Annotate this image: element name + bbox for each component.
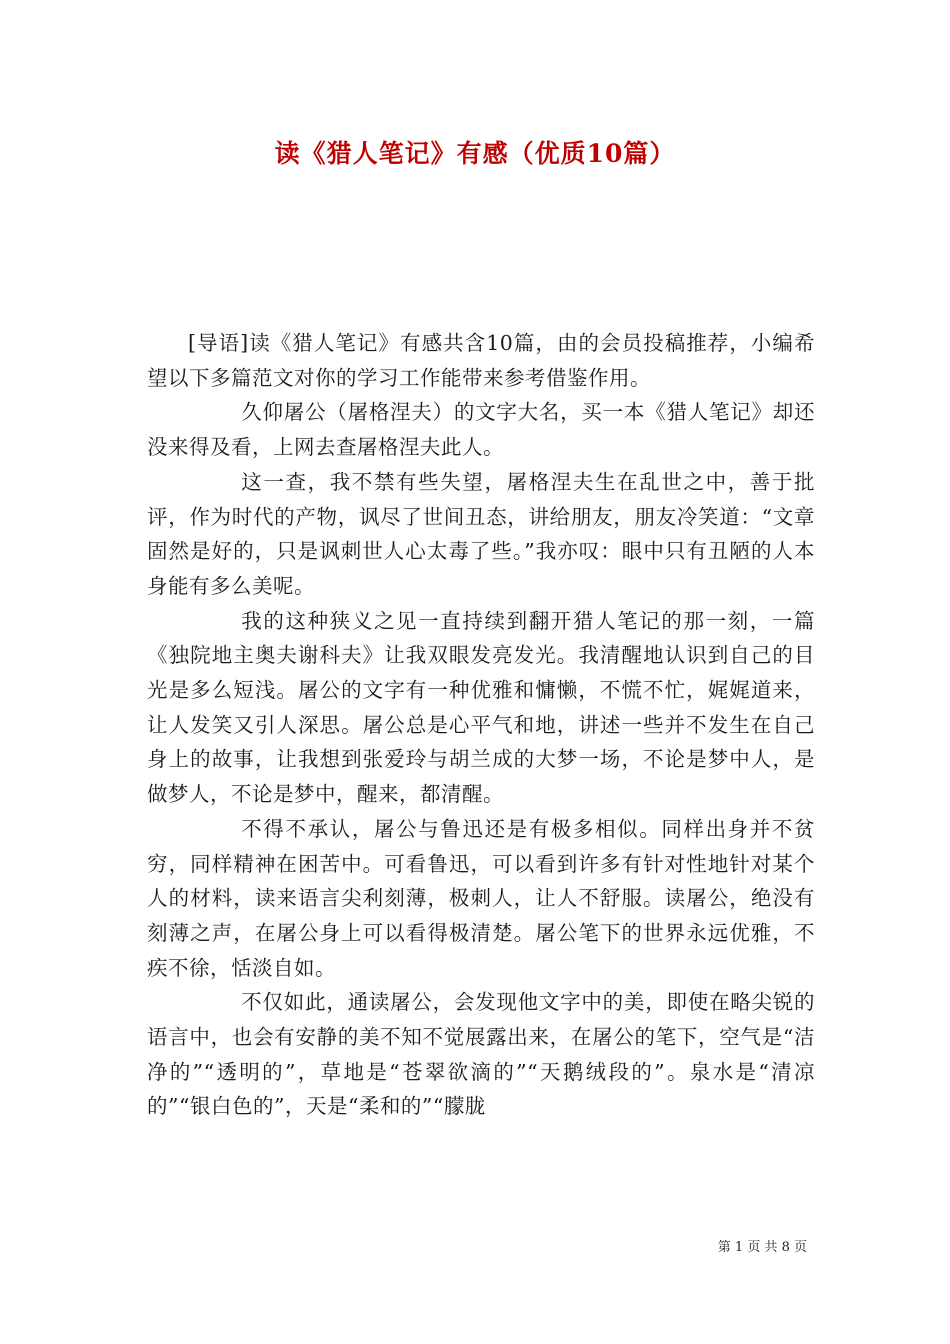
paragraph: 我的这种狭义之见一直持续到翻开猎人笔记的那一刻，一篇《独院地主奥夫谢科夫》让我双眼发亮发光。我清醒地认识到自己的目光是多么短浅。屠公的文字有一种优雅和慵懒，不慌不忙，娓娓道来，让人发笑又引人深思。屠公总是心平气和地，讲述一些并不发生在自己身上的故事，让我想到张爱玲与胡兰成的大梦一场，不论是梦中人，是做梦人，不论是梦中，醒来，都清醒。 xyxy=(147,608,815,807)
paragraph-intro: [导语]读《猎人笔记》有感共含10篇，由的会员投稿推荐，小编希望以下多篇范文对你的学习工作能带来参考借鉴作用。 xyxy=(147,331,815,390)
paragraph: 不仅如此，通读屠公，会发现他文字中的美，即使在略尖锐的语言中，也会有安静的美不知不觉展露出来，在屠公的笔下，空气是“洁净的”“透明的”，草地是“苍翠欲滴的”“天鹅绒段的”。泉水是“清凉的”“银白色的”，天是“柔和的”“朦胧 xyxy=(147,990,815,1119)
paragraph: 这一查，我不禁有些失望，屠格涅夫生在乱世之中，善于批评，作为时代的产物，讽尽了世间丑态，讲给朋友，朋友冷笑道：“文章固然是好的，只是讽刺世人心太毒了些。”我亦叹：眼中只有丑陋的人本身能有多么美呢。 xyxy=(147,469,815,598)
paragraph: 久仰屠公（屠格涅夫）的文字大名，买一本《猎人笔记》却还没来得及看，上网去查屠格涅夫此人。 xyxy=(147,400,815,460)
document-title: 读《猎人笔记》有感（优质10篇） xyxy=(274,139,676,168)
document-body xyxy=(147,326,815,1124)
page-number-footer: 第 1 页 共 8 页 xyxy=(717,1240,807,1255)
paragraph: 不得不承认，屠公与鲁迅还是有极多相似。同样出身并不贫穷，同样精神在困苦中。可看鲁迅，可以看到许多有针对性地针对某个人的材料，读来语言尖利刻薄，极刺人，让人不舒服。读屠公，绝没有刻薄之声，在屠公身上可以看得极清楚。屠公笔下的世界永远优雅，不疾不徐，恬淡自如。 xyxy=(147,816,815,980)
